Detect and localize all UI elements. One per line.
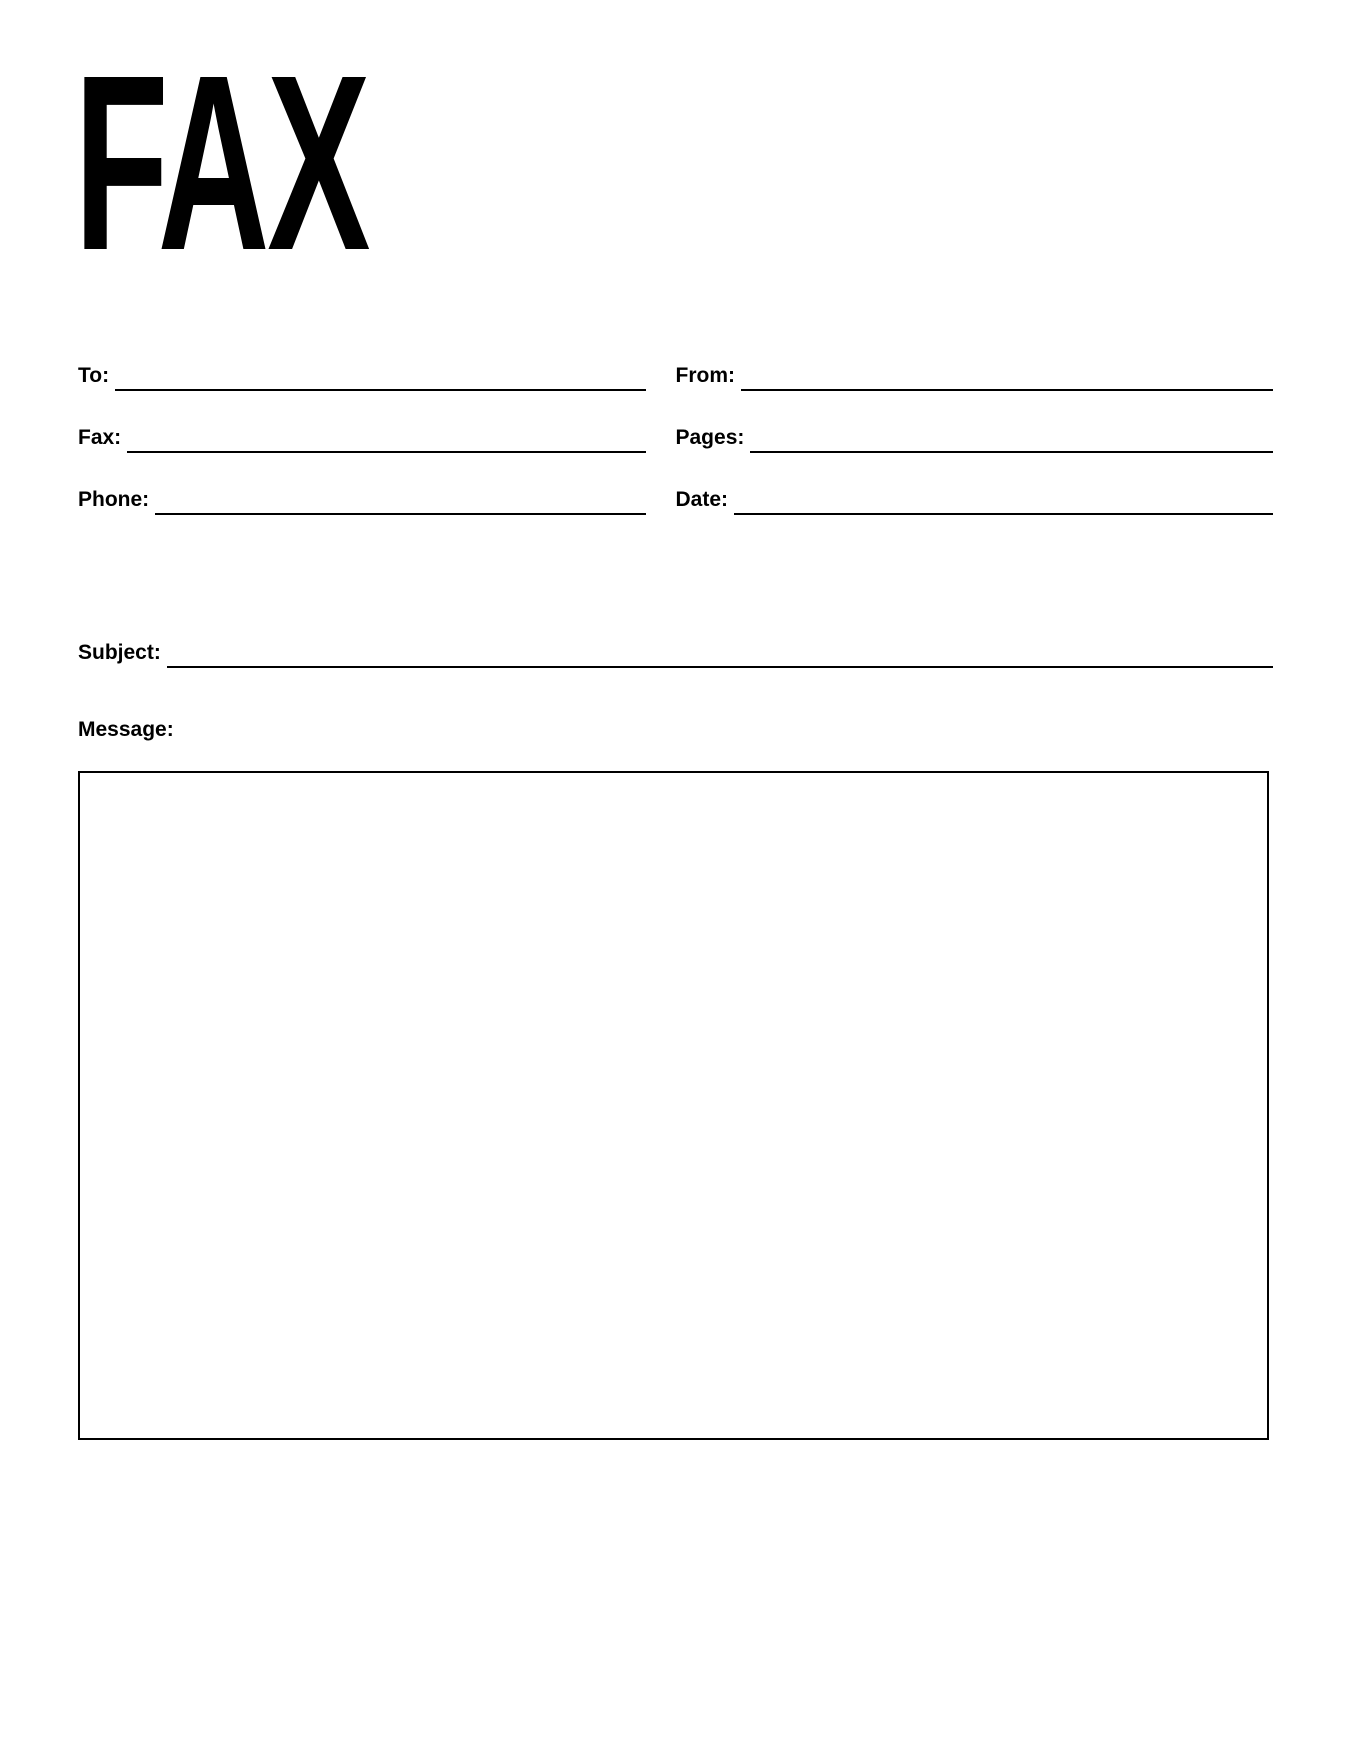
field-to [78,352,676,391]
field-label-subject: Subject: [78,641,161,664]
field-label-pages: Pages: [675,426,745,449]
field-label-date: Date: [675,488,729,511]
fax-field-grid [78,352,1273,538]
field-label-message: Message: [78,718,174,741]
field-input-subject[interactable] [167,638,1273,668]
field-input-fax[interactable] [127,423,645,453]
field-label-to: To: [78,364,110,387]
field-input-pages[interactable] [750,423,1273,453]
field-subject [78,638,1273,668]
field-row [78,476,1273,515]
page-title: FAX [74,23,369,302]
field-input-date[interactable] [734,485,1273,515]
field-date [676,476,1274,515]
field-row [78,352,1273,391]
field-input-phone[interactable] [155,485,645,515]
field-input-from[interactable] [741,361,1273,391]
field-input-to[interactable] [115,361,645,391]
message-input[interactable] [80,773,1267,1438]
field-label-from: From: [675,364,735,387]
message-box[interactable] [78,771,1269,1440]
field-phone [78,476,676,515]
field-fax [78,414,676,453]
field-label-fax: Fax: [78,426,122,449]
field-label-phone: Phone: [78,488,150,511]
field-pages [676,414,1274,453]
field-row [78,414,1273,453]
field-from [676,352,1274,391]
